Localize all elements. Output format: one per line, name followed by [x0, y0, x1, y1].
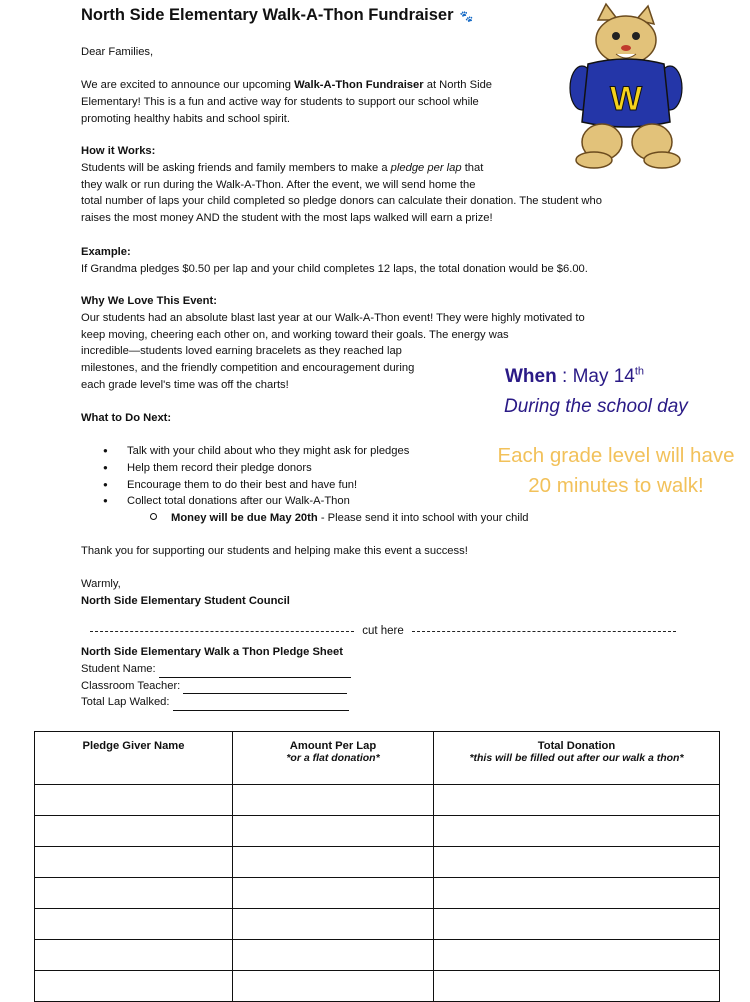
money-due-subitem	[150, 510, 529, 527]
student-name-line[interactable]	[159, 666, 351, 678]
table-row	[35, 847, 720, 878]
table-row	[35, 878, 720, 909]
pledge-per-lap-italic: pledge per lap	[390, 161, 462, 174]
greeting: Dear Families,	[81, 46, 154, 58]
intro-text: We are excited to announce our upcoming	[81, 79, 295, 91]
col-amount-label: Amount Per Lap	[289, 740, 377, 752]
table-cell[interactable]	[434, 909, 720, 940]
closing-block	[81, 576, 290, 610]
example-heading: Example:	[81, 246, 131, 258]
table-header-row	[35, 732, 720, 785]
table-row	[35, 909, 720, 940]
col-total-donation	[434, 732, 720, 785]
table-cell[interactable]	[434, 847, 720, 878]
table-cell[interactable]	[434, 940, 720, 971]
how-line-2: they walk or run during the Walk-A-Thon. After the event, we will send home the	[81, 178, 476, 191]
col-pledge-giver-label: Pledge Giver Name	[82, 740, 185, 752]
next-heading-text: What to Do Next:	[81, 412, 172, 424]
thank-you-text: Thank you for supporting our students and helping make this event a success!	[81, 545, 468, 557]
table-cell[interactable]	[233, 847, 434, 878]
table-cell[interactable]	[233, 940, 434, 971]
cut-line-right	[412, 631, 676, 632]
what-next-heading	[81, 410, 171, 427]
grade-level-note	[484, 441, 748, 501]
col-pledge-giver	[35, 732, 233, 785]
how-heading: How it Works:	[81, 145, 156, 157]
col-amount-per-lap	[233, 732, 434, 785]
classroom-teacher-line[interactable]	[183, 682, 347, 694]
classroom-teacher-field[interactable]	[81, 678, 351, 695]
how-line-1-end: that	[461, 161, 484, 174]
how-it-works-section	[81, 143, 701, 227]
col-amount-note: *or a flat donation*	[286, 752, 380, 764]
intro-line-2: Elementary! This is a fun and active way for students to support our school while	[81, 95, 479, 108]
total-laps-line[interactable]	[173, 699, 349, 711]
hollow-bullet-icon	[150, 513, 157, 520]
event-time: During the school day	[504, 396, 688, 417]
when-separator: :	[556, 366, 573, 387]
cut-line-left	[90, 631, 354, 632]
table-cell[interactable]	[35, 785, 233, 816]
table-cell[interactable]	[35, 847, 233, 878]
table-row	[35, 971, 720, 1002]
table-cell[interactable]	[35, 940, 233, 971]
cut-here-label: cut here	[362, 625, 404, 637]
col-total-label: Total Donation	[537, 740, 616, 752]
table-row	[35, 785, 720, 816]
col-total-note: *this will be filled out after our walk a thon*	[469, 752, 684, 764]
event-date	[505, 366, 644, 388]
grade-note-line-2: 20 minutes to walk!	[528, 474, 704, 497]
when-date-suffix: th	[634, 365, 645, 378]
table-cell[interactable]	[35, 971, 233, 1002]
table-cell[interactable]	[233, 909, 434, 940]
why-line-3: incredible—students loved earning bracelets as they reached lap	[81, 345, 402, 358]
table-cell[interactable]	[35, 878, 233, 909]
table-cell[interactable]	[233, 878, 434, 909]
cut-here-divider	[90, 625, 676, 637]
why-line-4: milestones, and the friendly competition and encouragement during	[81, 362, 415, 375]
list-item: ● Help them record their pledge donors	[81, 460, 481, 477]
how-line-1: Students will be asking friends and family members to make a	[81, 161, 391, 174]
table-cell[interactable]	[434, 971, 720, 1002]
why-heading: Why We Love This Event:	[81, 295, 217, 307]
money-due-bold: Money will be due May 20th	[171, 512, 318, 524]
table-row	[35, 940, 720, 971]
list-item: ● Encourage them to do their best and have fun!	[81, 477, 481, 494]
why-line-2: keep moving, cheering each other on, and working toward their goals. The energy was	[81, 328, 509, 341]
example-text: If Grandma pledges $0.50 per lap and your child completes 12 laps, the total donation would be $6.00.	[81, 262, 588, 275]
next-steps-list	[81, 443, 481, 510]
classroom-teacher-label: Classroom Teacher:	[81, 679, 181, 692]
student-name-field[interactable]	[81, 661, 351, 678]
list-item: ● Collect total donations after our Walk-A-Thon	[81, 493, 481, 510]
table-cell[interactable]	[35, 909, 233, 940]
table-cell[interactable]	[233, 785, 434, 816]
table-cell[interactable]	[233, 816, 434, 847]
when-date: May 14	[572, 366, 635, 387]
intro-line-3: promoting healthy habits and school spirit.	[81, 112, 290, 125]
svg-text:W: W	[610, 80, 643, 118]
intro-bold: Walk-A-Thon Fundraiser	[294, 79, 424, 91]
table-row	[35, 816, 720, 847]
how-line-3: total number of laps your child completed so pledge donors can calculate their donation. The student who	[81, 195, 602, 208]
pledge-sheet-header	[81, 644, 351, 711]
table-cell[interactable]	[434, 785, 720, 816]
student-name-label: Student Name:	[81, 662, 156, 675]
when-label: When	[505, 366, 557, 387]
signature: North Side Elementary Student Council	[81, 594, 290, 607]
money-due-text: - Please send it into school with your child	[317, 512, 529, 524]
list-item: ● Talk with your child about who they might ask for pledges	[81, 443, 481, 460]
table-cell[interactable]	[233, 971, 434, 1002]
title-text: North Side Elementary Walk-A-Thon Fundraiser	[81, 6, 454, 24]
table-cell[interactable]	[434, 816, 720, 847]
pledge-sheet-title: North Side Elementary Walk a Thon Pledge Sheet	[81, 646, 343, 658]
how-line-4: raises the most money AND the student with the most laps walked will earn a prize!	[81, 212, 493, 225]
grade-note-line-1: Each grade level will have	[497, 444, 735, 467]
table-cell[interactable]	[35, 816, 233, 847]
total-laps-label: Total Lap Walked:	[81, 696, 170, 709]
intro-text-end: at North Side	[423, 79, 493, 91]
page-title	[81, 6, 473, 25]
why-line-5: each grade level's time was off the charts!	[81, 378, 289, 391]
table-cell[interactable]	[434, 878, 720, 909]
pledge-table	[34, 731, 720, 1002]
intro-paragraph	[81, 77, 551, 127]
example-section	[81, 244, 701, 278]
closing-text: Warmly,	[81, 578, 121, 590]
why-line-1: Our students had an absolute blast last year at our Walk-A-Thon event! They were highly motivated to	[81, 311, 585, 324]
paw-icon: 🐾	[459, 11, 474, 23]
total-laps-field[interactable]	[81, 694, 351, 711]
